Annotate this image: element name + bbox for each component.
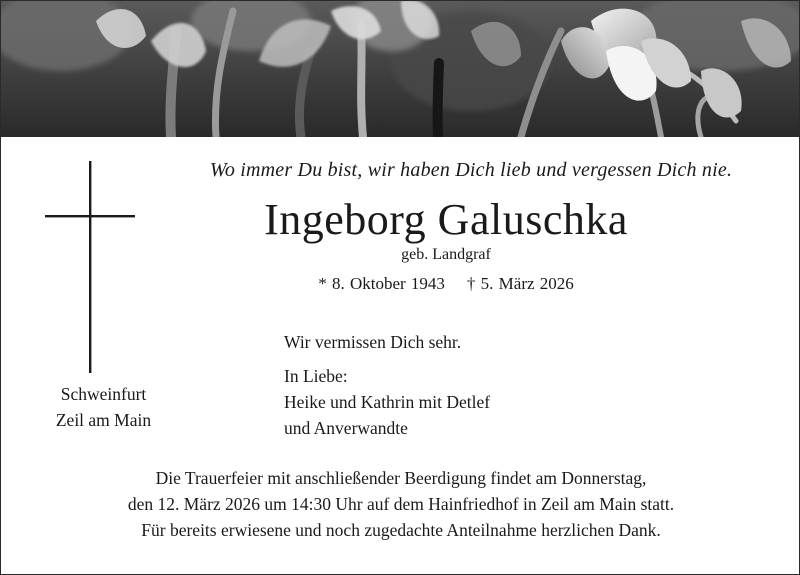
place-line: Schweinfurt (60, 384, 147, 404)
places-block (31, 381, 176, 433)
place-line: Zeil am Main (55, 410, 152, 430)
life-dates (151, 274, 741, 294)
deceased-name: Ingeborg Galuschka (264, 195, 628, 244)
service-line: Die Trauerfeier mit anschließender Beerdigung findet am Donnerstag, (155, 468, 647, 488)
mourner-line: und Anverwandte (284, 418, 408, 438)
mourner-line: Heike und Kathrin mit Detlef (284, 392, 491, 412)
snowdrop-flowers-photo (1, 1, 799, 137)
service-line: Für bereits erwiesene und noch zugedachte Anteilnahme herzlichen Dank. (141, 520, 661, 540)
cross-icon (45, 161, 135, 373)
death-date: † 5. März 2026 (466, 274, 574, 293)
memorial-quote: Wo immer Du bist, wir haben Dich lieb und vergessen Dich nie. (209, 159, 733, 181)
message-line: Wir vermissen Dich sehr. (284, 332, 462, 352)
mourners-block (284, 329, 490, 441)
service-line: den 12. März 2026 um 14:30 Uhr auf dem Hainfriedhof in Zeil am Main statt. (127, 494, 675, 514)
maiden-name: geb. Landgraf (401, 246, 491, 263)
birth-date: * 8. Oktober 1943 (318, 274, 445, 293)
funeral-service-info (21, 465, 781, 543)
mourners-intro: In Liebe: (284, 366, 348, 386)
flower-photo-illustration (1, 1, 799, 137)
